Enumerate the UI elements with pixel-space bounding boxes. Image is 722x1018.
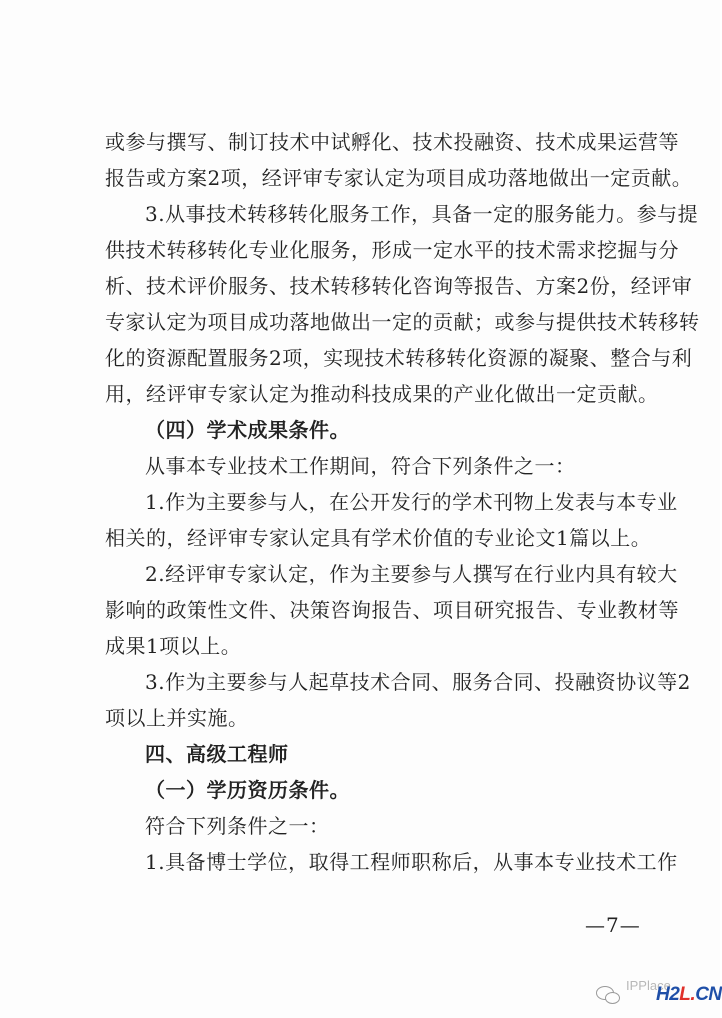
text-line: 3.作为主要参与人起草技术合同、服务合同、投融资协议等2 xyxy=(145,670,691,694)
text-line: 1.具备博士学位，取得工程师职称后，从事本专业技术工作 xyxy=(145,850,678,874)
text-line: 项以上并实施。 xyxy=(105,706,249,730)
section-heading: （一）学历资历条件。 xyxy=(145,778,350,802)
text-line: 从事本专业技术工作期间，符合下列条件之一： xyxy=(145,454,576,478)
section-heading: 四、高级工程师 xyxy=(145,742,289,766)
text-line: 用，经评审专家认定为推动科技成果的产业化做出一定贡献。 xyxy=(105,382,659,406)
text-line: 析、技术评价服务、技术转移转化咨询等报告、方案2份，经评审 xyxy=(105,274,693,298)
text-line: 1.作为主要参与人，在公开发行的学术刊物上发表与本专业 xyxy=(145,490,678,514)
text-line: 成果1项以上。 xyxy=(105,634,242,658)
text-line: 化的资源配置服务2项，实现技术转移转化资源的凝聚、整合与利 xyxy=(105,346,693,370)
footer-watermark xyxy=(596,974,722,1014)
logo-dot: . xyxy=(690,984,696,1005)
logo-cn: CN xyxy=(695,984,722,1005)
h2l-logo xyxy=(656,984,722,1006)
text-line: 或参与撰写、制订技术中试孵化、技术投融资、技术成果运营等 xyxy=(105,130,679,154)
text-line: 符合下列条件之一： xyxy=(145,814,330,838)
text-line: 2.经评审专家认定，作为主要参与人撰写在行业内具有较大 xyxy=(145,562,678,586)
section-heading: （四）学术成果条件。 xyxy=(145,418,350,442)
wechat-icon xyxy=(596,984,620,1004)
page-number: —7— xyxy=(585,913,641,937)
text-line: 3.从事技术转移转化服务工作，具备一定的服务能力。参与提 xyxy=(145,202,699,226)
logo-h2: H2 xyxy=(656,984,680,1005)
body-text xyxy=(105,124,700,880)
text-line: 报告或方案2项，经评审专家认定为项目成功落地做出一定贡献。 xyxy=(105,166,693,190)
watermark-text: IPPlace xyxy=(626,978,671,993)
logo-l: L xyxy=(679,984,691,1005)
text-line: 相关的，经评审专家认定具有学术价值的专业论文1篇以上。 xyxy=(105,526,652,550)
text-line: 专家认定为项目成功落地做出一定的贡献；或参与提供技术转移转 xyxy=(105,310,700,334)
text-line: 供技术转移转化专业化服务，形成一定水平的技术需求挖掘与分 xyxy=(105,238,679,262)
text-line: 影响的政策性文件、决策咨询报告、项目研究报告、专业教材等 xyxy=(105,598,679,622)
